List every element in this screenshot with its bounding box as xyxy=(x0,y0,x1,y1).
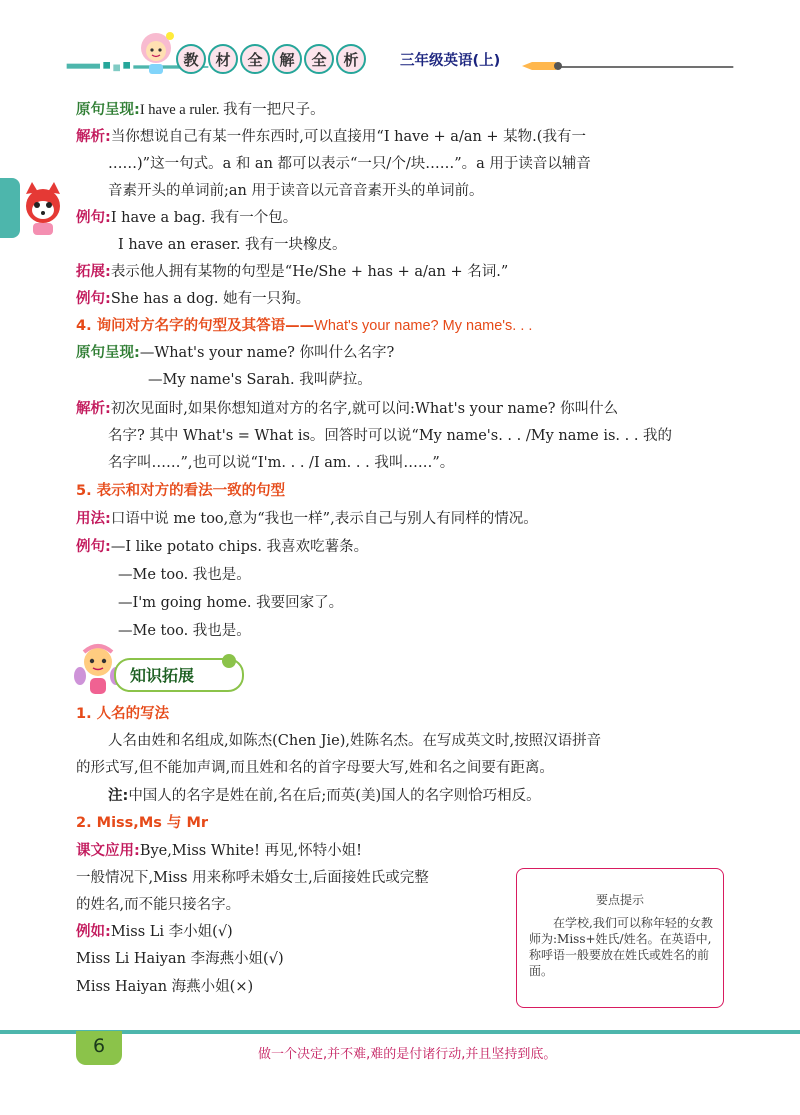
tip-box xyxy=(516,868,724,1008)
tip-title: 要点提示 xyxy=(595,893,644,907)
line-example xyxy=(76,289,310,309)
heading-cn: 5. 表示和对方的看法一致的句型 xyxy=(76,483,286,499)
text: Bye,Miss White! 再见,怀特小姐! xyxy=(139,843,362,859)
line-application xyxy=(76,841,362,861)
heading-2 xyxy=(76,813,208,833)
example-line: Miss Li Haiyan 李海燕小姐(√) xyxy=(76,951,284,967)
label-usage: 用法: xyxy=(76,511,111,527)
text: —What's your name? 你叫什么名字? xyxy=(139,345,395,361)
line-extension xyxy=(76,262,508,282)
paragraph-line: 一般情况下,Miss 用来称呼未婚女士,后面接姓氏或完整 xyxy=(76,870,429,886)
line-text: 名字? 其中 What's = What is。回答时可以说“My name's. . . /My name is. . . 我的 xyxy=(108,428,673,444)
label-example: 例句: xyxy=(76,539,111,555)
cartoon-girl-icon xyxy=(132,26,180,76)
line-text: ……)”这一句式。a 和 an 都可以表示“一只/个/块……”。a 用于读音以辅音 xyxy=(108,156,591,172)
line-text: —My name's Sarah. 我叫萨拉。 xyxy=(148,372,372,388)
text: She has a dog. 她有一只狗。 xyxy=(110,291,311,307)
heading-4 xyxy=(76,316,532,336)
line-text: I have an eraser. 我有一块橡皮。 xyxy=(118,237,347,253)
line-text: —Me too. 我也是。 xyxy=(118,623,251,639)
text: Miss Li 李小姐(√) xyxy=(110,924,233,940)
paragraph-line: 的姓名,而不能只接名字。 xyxy=(76,897,241,913)
label-example: 例句: xyxy=(76,210,111,226)
dot-decoration xyxy=(222,654,236,668)
title-char: 材 xyxy=(208,44,238,74)
line-analysis xyxy=(76,127,586,147)
heading-1 xyxy=(76,704,169,724)
side-tab xyxy=(0,178,20,238)
title-char: 析 xyxy=(336,44,366,74)
label-extension: 拓展: xyxy=(76,264,111,280)
line-text: —Me too. 我也是。 xyxy=(118,567,251,583)
line-example xyxy=(76,208,297,228)
text: 初次见面时,如果你想知道对方的名字,就可以问:What's your name? 你叫什么 xyxy=(110,401,619,417)
label-analysis: 解析: xyxy=(76,129,111,145)
heading-en: What's your name? My name's. . . xyxy=(314,318,533,334)
fox-mascot-icon xyxy=(18,180,68,238)
paragraph-line: 的形式写,但不能加声调,而且姓和名的首字母要大写,姓和名之间要有距离。 xyxy=(76,760,554,776)
label-original: 原句呈现: xyxy=(76,345,140,361)
pencil-icon xyxy=(522,60,562,72)
label-analysis: 解析: xyxy=(76,401,111,417)
note-line xyxy=(108,786,541,806)
tip-body: 在学校,我们可以称年轻的女教师为:Miss+姓氏/姓名。在英语中,称呼语一般要放在姓氏或姓名的前面。 xyxy=(529,916,713,978)
footer-motto: 做一个决定,并不难,难的是付诸行动,并且坚持到底。 xyxy=(258,1047,557,1062)
line-text: 音素开头的单词前;an 用于读音以元音音素开头的单词前。 xyxy=(108,183,484,199)
page-number: 6 xyxy=(92,1035,106,1057)
line-example xyxy=(76,537,368,557)
line-text: —I'm going home. 我要回家了。 xyxy=(118,595,344,611)
line-original-sentence xyxy=(76,100,325,120)
heading-cn: 1. 人名的写法 xyxy=(76,706,170,722)
text: I have a bag. 我有一个包。 xyxy=(110,210,298,226)
line-example xyxy=(76,922,233,942)
text: 当你想说自己有某一件东西时,可以直接用“I have + a/an + 某物.(我有一 xyxy=(110,129,586,145)
line-text: 名字叫……”,也可以说“I'm. . . /I am. . . 我叫……”。 xyxy=(108,455,455,471)
line-original-sentence xyxy=(76,343,394,363)
label-example: 例句: xyxy=(76,291,111,307)
label-example: 例如: xyxy=(76,924,111,940)
example-line: Miss Haiyan 海燕小姐(×) xyxy=(76,979,254,995)
paragraph-line: 人名由姓和名组成,如陈杰(Chen Jie),姓陈名杰。在写成英文时,按照汉语拼音 xyxy=(108,733,602,749)
section-title: 知识拓展 xyxy=(130,666,195,685)
title-char: 解 xyxy=(272,44,302,74)
title-char: 教 xyxy=(176,44,206,74)
title-char: 全 xyxy=(240,44,270,74)
heading-cn: 4. 询问对方名字的句型及其答语—— xyxy=(76,318,315,334)
label-application: 课文应用: xyxy=(76,843,140,859)
label-note: 注: xyxy=(108,788,129,804)
text: I have a ruler. 我有一把尺子。 xyxy=(139,102,325,118)
line-usage xyxy=(76,509,538,529)
heading-cn: 2. Miss,Ms 与 Mr xyxy=(76,815,209,831)
text: 表示他人拥有某物的句型是“He/She + has + a/an + 名词.” xyxy=(110,264,509,280)
title-char: 全 xyxy=(304,44,334,74)
grade-label: 三年级英语(上) xyxy=(400,53,501,69)
book-title xyxy=(176,44,366,74)
label-original: 原句呈现: xyxy=(76,102,140,118)
text: 中国人的名字是姓在前,名在后;而英(美)国人的名字则恰巧相反。 xyxy=(128,788,541,804)
text: —I like potato chips. 我喜欢吃薯条。 xyxy=(110,539,369,555)
text: 口语中说 me too,意为“我也一样”,表示自己与别人有同样的情况。 xyxy=(110,511,538,527)
heading-5 xyxy=(76,481,285,501)
line-analysis xyxy=(76,399,618,419)
